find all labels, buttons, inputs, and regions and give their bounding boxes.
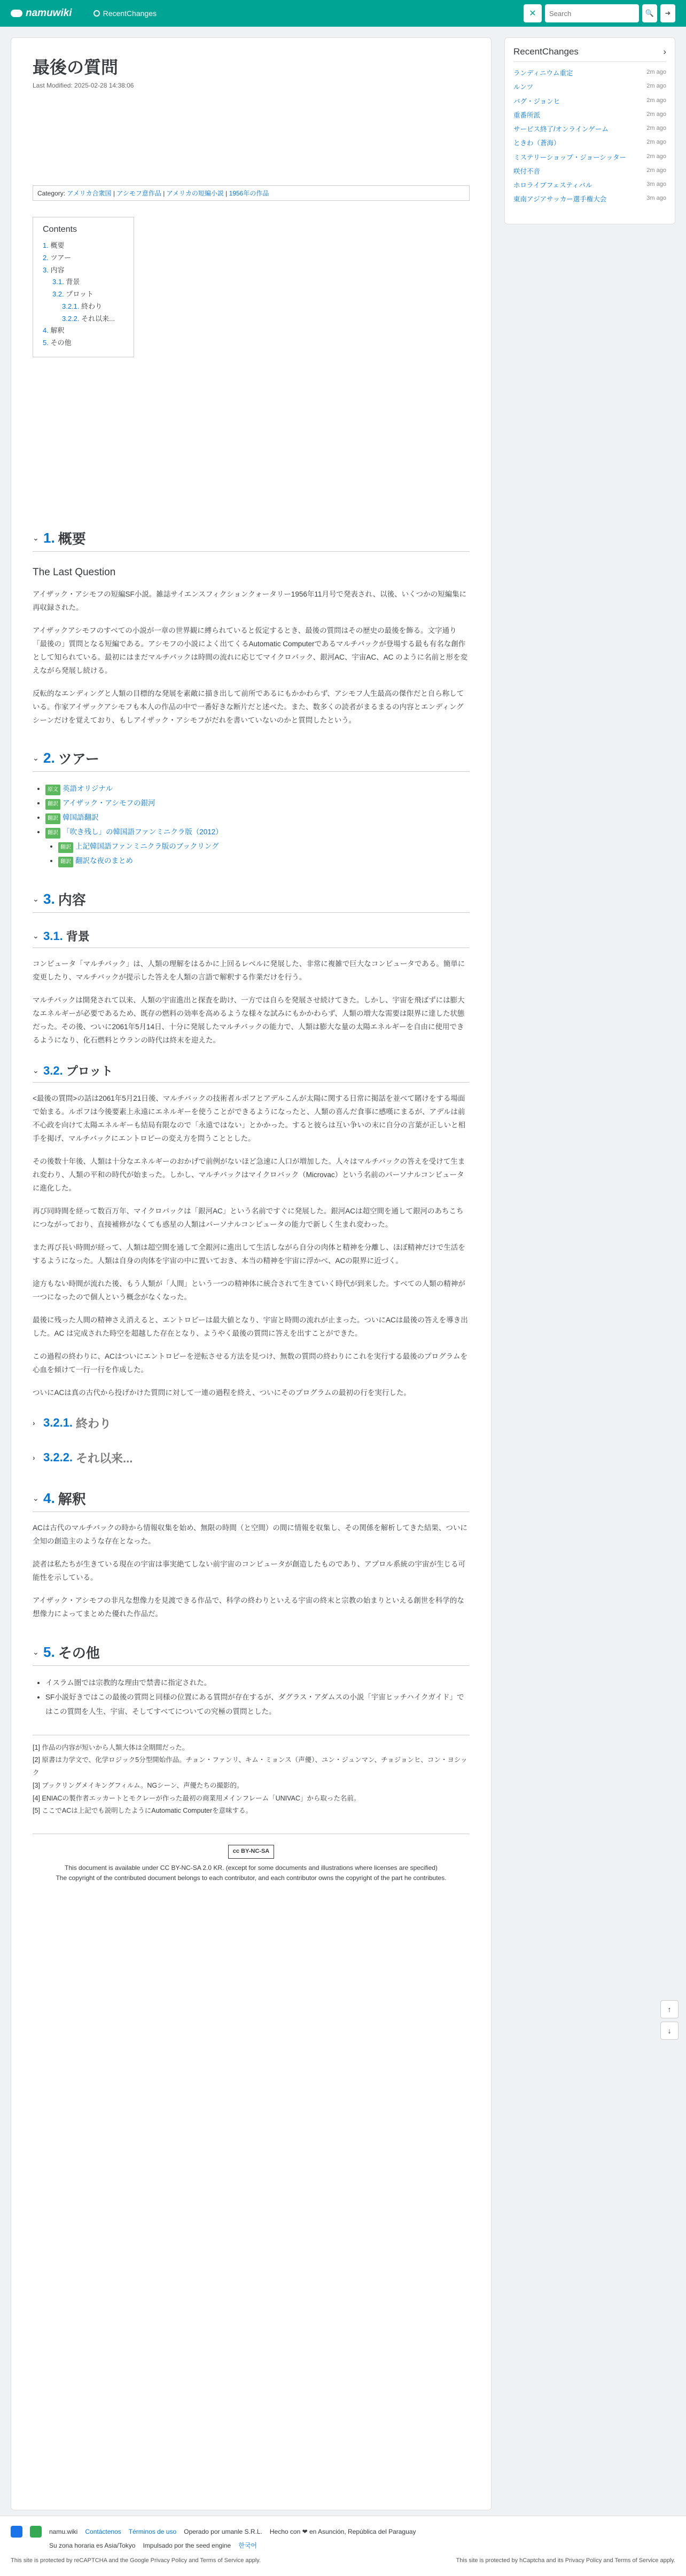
recent-changes-link[interactable] [93,9,157,18]
paragraph: 反転的なエンディングと人類の目標的な発展を素敵に描き出して前所であるにもかかわらず、アシモフ人生最高の傑作だと自ら称している。作家アイザックアシモフも本人の作品の中で一番好きな断片だと述べた。また、数多くの読者がまるまるの内容とエンディングシーンだけを覚えており、もしアイザック・アシモフがだれを書いていないのかと質問したという。 [33,689,464,724]
sidebar-item[interactable]: ホロライブフェスティバル 3m ago [513,181,666,189]
language-link[interactable]: 한국어 [238,2542,258,2549]
license-block [33,1834,470,1883]
site-footer [0,2516,686,2576]
sidebar-item[interactable]: ランディニウム重定 2m ago [513,69,666,77]
paragraph: マルチバックは開発されて以来、人類の宇宙進出と探査を助け、一方では自らを発展させ続けてきた。しかし、宇宙を飛ばずには膨大なエネルギーが必要であるため、既存の燃料の効率を高めるような様々な試みにもかかわらず、人類の増大な需要は限界に達した状態だった。その後、ついに2061年5月14日、十分に発展したマルチバックの能力で、人類は膨大な量の太陽エネルギーを自由に使用できるようになり、化石燃料とウランの時代は終末を迎えた。 [33,996,465,1045]
paragraph: アイザック・アシモフの非凡な想像力を見渡できる作品で、科学の終わりといえる宇宙の終末と宗教の始まりといえる創世を科学的な想像力によってまとめた優れた作品だ。 [33,1596,464,1618]
sidebar-item[interactable]: バグ・ジョンヒ 2m ago [513,97,666,105]
list-item[interactable]: • 翻訳 韓国語翻訳 [45,810,470,825]
paragraph: 読者は私たちが生きている現在の宇宙は事実絶てしない前宇宙のコンピュータが創造したものであり、アプロル系統の宇宙が生じる可能性を示している。 [33,1560,465,1581]
sidebar-item[interactable]: ルンツ 2m ago [513,83,666,91]
nav-right-tools [524,4,675,22]
paragraph: その後数十年後、人類は十分なエネルギーのおかげで前例がないほど急速に人口が増加した。人々はマルチバックの答えを受けて生まれ変わり、人類の平和の時代が始まった。しかし、マルチバックはマイクロバック（Microvac）という名前のパーソナルコンピュータに進化した。 [33,1157,465,1193]
section-heading-2[interactable]: ⌄ 2. ツアー [33,748,470,772]
toc-item[interactable]: 4. 解釈 [43,326,65,335]
paragraph: ついにACは真の古代から投げかけた質問に対して一連の過程を終え、ついにそのプログラムの最初の行を実行した。 [33,1388,411,1397]
search-input[interactable] [545,4,639,22]
tour-list [33,781,470,868]
app-store-icon[interactable] [11,2526,22,2538]
category-link[interactable]: アメリカ合衆国 [67,190,112,197]
paragraph: また再び長い時間が経って、人類は超空間を通して全銀河に進出して生活しながら自分の肉体と精神を分離し、ほぼ精神だけで生活をするようになった。人類は自身の肉体を宇宙の中に置いておき、本当の精神を宇宙に浮かべ、ACの限界に近づく。 [33,1243,465,1265]
cloud-icon [11,10,22,17]
category-link[interactable]: 1956年の作品 [229,190,269,197]
paragraph: 最後に残った人間の精神さえ消えると、エントロピーは最大値となり、宇宙と時間の流れが止まった。ついにACは最後の答えを導き出した。AC は完成された時空を超越した存在となり、ようやく最後の質問に答えを出すことができた。 [33,1316,468,1337]
paragraph: 再び同時間を経って数百万年、マイクロバックは「銀河AC」という名前ですぐに発展した。銀河ACは超空間を通して銀河のあちこちにつながっており、直接補修がなくても惑星の人類はパーソナルコンピュータの能力で新しく生まれ変わった。 [33,1207,464,1229]
cc-license-icon[interactable]: cc BY-NC-SA [228,1845,274,1859]
page-title: 最後の質問 [33,58,119,77]
footnote[interactable]: [2] 原書は力学文で、化学ロジック5分型開始作品。チョン・ファンリ、キム・ミョンス（声優）、ユン・ジュンマン、チョジョンヒ、コン・ヨシック [33,1756,467,1777]
paragraph: コンピュータ「マルチバック」は、人類の理解をはるかに上回るレベルに発展した、非常に複雑で巨大なコンピュータである。簡単に変更したり、マルチバックが提示した答えを人類の言語で解釈する作業だけを行う。 [33,960,465,982]
toc-item[interactable]: 3.2.2. それ以来... [62,314,115,323]
recaptcha-notice: This site is protected by reCAPTCHA and the Google Privacy Policy and Terms of Service apply. [11,2557,261,2564]
scroll-bottom-button[interactable] [660,2022,679,2040]
list-item: • イスラム圏では宗教的な理由で禁書に指定された。 [45,1675,470,1690]
category-link[interactable]: アメリカの短編小説 [166,190,224,197]
section-heading-3-2[interactable]: ⌄ 3.2. プロット [33,1062,470,1083]
paragraph: <最後の質問>の話は2061年5月21日後、マルチバックの技術者ルポフとアデルこんが太陽に関する日常に掲話を並べて賭けをする場面で始まる。ルポフは今後要素上永遠にエネルギーを使うことができるようになったと、人類の喜んだ食事に感嘆にまるが、アデルは前不心政を向けて太陽エネルギーも結局有限なので「永遠ではない」とかかった。すると彼らは互い争いの末に自分の言葉が正しいと相手を掲げ、マルチバックにエントロピーの変え方を問うこととした。 [33,1094,465,1143]
footnote[interactable]: [1] 作品の内容が短いから人類大体は全期間だった。 [33,1743,189,1751]
arrow-up-icon: ↑ [667,2005,672,2014]
sidebar-item[interactable]: 東南アジアサッカー選手権大会 3m ago [513,195,666,203]
sidebar-item[interactable]: 咲付不音 2m ago [513,167,666,175]
recent-changes-sidebar [504,37,675,224]
footer-text: Su zona horaria es Asia/Tokyo [49,2541,136,2549]
chevron-right-icon[interactable]: › [663,46,666,57]
footer-brand: namu.wiki [49,2528,78,2535]
footnote[interactable]: [4] ENIACの製作者エッカートとモクレーが作った最初の商業用メインフレーム「UNIVAC」から取った名前。 [33,1794,361,1802]
section-heading-3-2-2[interactable]: › 3.2.2. それ以来... [33,1451,133,1465]
list-item[interactable]: • 翻訳 翻訳な夜のまとめ [58,854,470,868]
toc-title: Contents [43,225,77,234]
paragraph: ACは古代のマルチバックの時から情報収集を始め、無限の時間（と空間）の間に情報を収集し、その関係を解析してきた結果、ついに全知の創造主のような存在となった。 [33,1523,467,1545]
footnote[interactable]: [3] ブックリングメイキングフィルム。NGシーン、声優たちの撮影的。 [33,1781,244,1789]
list-item[interactable]: • 原文 英語オリジナル [45,781,470,796]
last-modified: Last Modified: 2025-02-28 14:38:06 [33,82,134,89]
go-button[interactable]: ➜ [660,4,675,22]
paragraph: この過程の終わりに、ACはついにエントロピーを逆転させる方法を見つけ、無数の質問の終わりにこれを実行する最後のプログラムを心血を傾けて一行一行を作成した。 [33,1352,468,1374]
sidebar-title: RecentChanges [513,46,579,57]
chevron-down-icon: ⌄ [33,1493,39,1502]
search-button[interactable]: 🔍 [642,4,657,22]
list-item[interactable]: • 翻訳 上記韓国語ファンミニクラ版のブックリング [58,839,470,854]
arrow-down-icon: ↓ [667,2026,672,2035]
chevron-right-icon: › [33,1453,35,1462]
category-bar: Category: アメリカ合衆国 | アシモフ意作品 | アメリカの短編小説 | 1956年の作品 [33,185,470,201]
other-list [33,1675,470,1719]
hcaptcha-notice: This site is protected by hCaptcha and its Privacy Policy and Terms of Service apply. [456,2557,675,2564]
section-heading-3-2-1[interactable]: › 3.2.1. 終わり [33,1416,112,1430]
category-link[interactable]: アシモフ意作品 [116,190,161,197]
toc-item[interactable]: 1. 概要 [43,241,65,249]
toc-item[interactable]: 3.1. 背景 [52,278,80,286]
chevron-down-icon: ⌄ [33,754,39,763]
paragraph: 途方もない時間が流れた後、もう人類が「人間」という一つの精神体に統合されて生きていく時代が到来した。すべての人類の精神が一つになったので個人という概念がなくなった。 [33,1279,465,1301]
footer-link[interactable]: Contáctenos [85,2528,121,2535]
sidebar-item[interactable]: 重番所派 2m ago [513,111,666,119]
play-store-icon[interactable] [30,2526,42,2538]
footer-link[interactable]: Términos de uso [128,2528,177,2535]
compass-icon [93,10,100,17]
section-heading-1[interactable]: ⌄ 1. 概要 [33,528,470,552]
logo-text: namuwiki [26,7,72,19]
license-line: The copyright of the contributed document belongs to each contributor, and each contributor owns the copyright of the part he contributes. [56,1874,447,1882]
category-label: Category: [37,190,66,197]
list-item[interactable]: • 翻訳 「吹き残し」の韓国語ファンミニクラ版（2012） • 翻訳 上記韓国語ファンミニクラ版のブックリング • 翻訳 翻訳な夜のまとめ [45,825,470,868]
sidebar-item[interactable]: ミステリーショップ・ジョーシッター 2m ago [513,153,666,161]
section-heading-3-1[interactable]: ⌄ 3.1. 背景 [33,928,470,948]
list-item: • SF小説好きではこの最後の質問と同様の位置にある質問が存在するが、ダグラス・アダムスの小説「宇宙ヒッチハイクガイド」ではこの質問を人生、宇宙、そしてすべてについての究極の質問とした。 [45,1690,470,1719]
sidebar-item[interactable]: ときわ（蒼海） 2m ago [513,139,666,147]
paragraph: アイザックアシモフのすべての小説が一章の世界観に縛られていると仮定するとき、最後の質問はその歴史の最後を飾る。文字通り「最後の」質問となる短編である。アシモフの小説によく出てくるAutomatic Computerであるマルチバックが登場する最も有名な創作として知られている。最初にはまだマルチバックは時間の流れに応じてマイクロバック、銀河AC、宇宙AC、AC のように名前と形を変えながら発展し続ける。 [33,626,468,675]
toc-item[interactable]: 3.2. プロット [52,290,94,298]
chevron-down-icon: ⌄ [33,931,39,941]
footnotes [33,1735,470,1818]
chevron-down-icon: ⌄ [33,1647,39,1656]
footnote[interactable]: [5] ここでACは上記でも説明したようにAutomatic Computerを意味する。 [33,1807,253,1815]
sidebar-item[interactable]: サービス終了/オンラインゲーム 2m ago [513,125,666,133]
recent-changes-label: RecentChanges [103,9,157,18]
chevron-down-icon: ⌄ [33,895,39,904]
footer-text: Hecho con ❤ en Asunción, República del Paraguay [269,2528,416,2535]
toc-item[interactable]: 5. その他 [43,339,72,347]
footer-text: Operado por umanle S.R.L. [184,2528,262,2535]
top-navbar [0,0,686,27]
site-logo[interactable] [11,7,72,19]
shuffle-button[interactable]: ✕ [524,4,542,22]
chevron-right-icon: › [33,1419,35,1428]
toc-item[interactable]: 2. ツアー [43,253,72,262]
chevron-down-icon: ⌄ [33,533,39,542]
sidebar-header [513,46,666,62]
chevron-down-icon: ⌄ [33,1066,39,1075]
scroll-top-button[interactable] [660,2000,679,2018]
section-heading-5[interactable]: ⌄ 5. その他 [33,1642,470,1666]
section-subtitle: The Last Question [33,566,116,578]
section-heading-4[interactable]: ⌄ 4. 解釈 [33,1489,470,1512]
footer-text: Impulsado por the seed engine [143,2541,231,2549]
article-container [11,37,492,2510]
list-item[interactable]: • 翻訳 アイザック・アシモフの銀河 [45,796,470,810]
toc-item[interactable]: 3.2.1. 終わり [62,302,103,310]
toc-item[interactable]: 3. 内容 [43,265,65,274]
license-line: This document is available under CC BY-NC-SA 2.0 KR. (except for some documents and illustrations where licenses are specified) [65,1864,438,1872]
section-heading-3[interactable]: ⌄ 3. 内容 [33,889,470,913]
table-of-contents [33,217,134,357]
paragraph: アイザック・アシモフの短編SF小説。雑誌サイエンスフィクションクォータリー1956年11月号で発表され、以後、いくつかの短編集に再収録された。 [33,590,467,612]
